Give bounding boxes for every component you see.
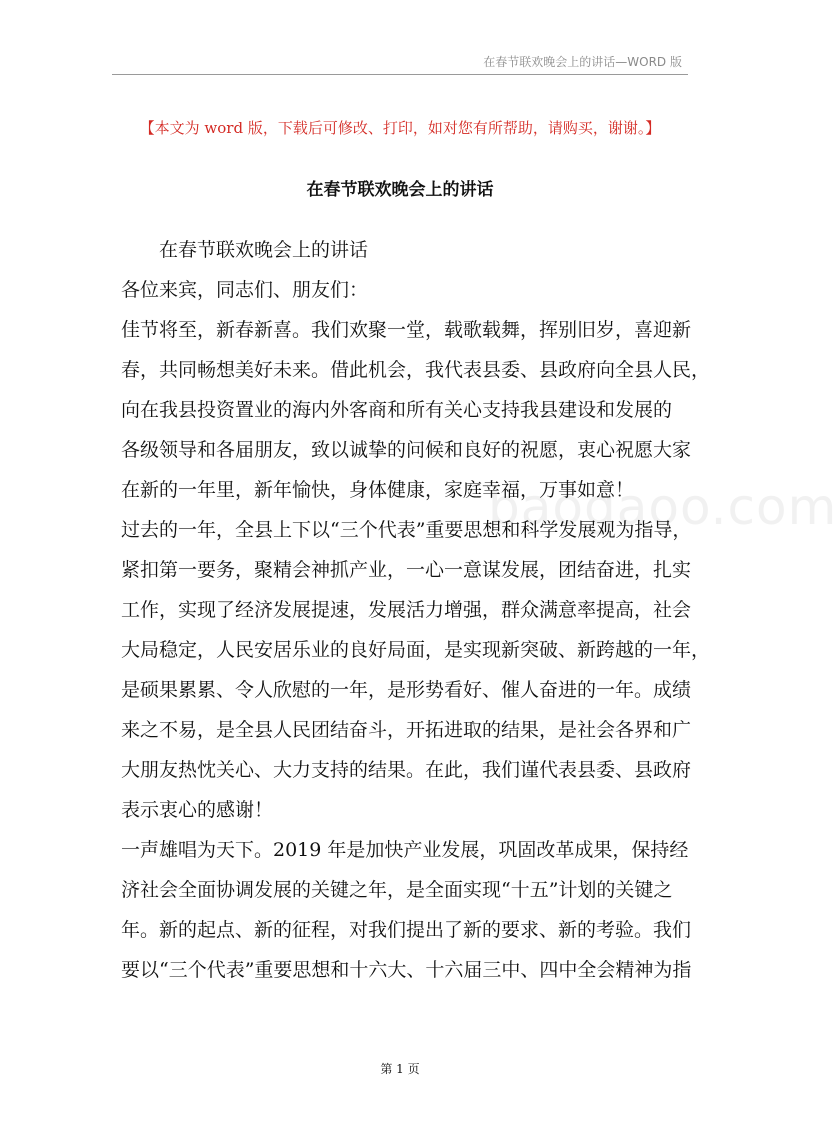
paragraph-line: 春，共同畅想美好未来。借此机会，我代表县委、县政府向全县人民， (121, 359, 711, 381)
paragraph-line: 大局稳定，人民安居乐业的良好局面，是实现新突破、新跨越的一年， (121, 639, 711, 661)
purchase-notice: 【本文为 word 版，下载后可修改、打印，如对您有所帮助，请购买，谢谢。】 (139, 119, 661, 137)
paragraph-3 (121, 830, 692, 990)
page-number: 第 1 页 (380, 1062, 420, 1076)
running-header-title: 在春节联欢晚会上的讲话—WORD 版 (483, 55, 682, 69)
header-divider (112, 74, 688, 75)
paragraph-2 (121, 510, 711, 830)
paragraph-line: 是硕果累累、令人欣慰的一年，是形势看好、催人奋进的一年。成绩 (121, 679, 692, 701)
paragraph-line: 向在我县投资置业的海内外客商和所有关心支持我县建设和发展的 (121, 399, 673, 421)
paragraph-line: 工作，实现了经济发展提速，发展活力增强，群众满意率提高，社会 (121, 599, 692, 621)
paragraph-line: 济社会全面协调发展的关键之年，是全面实现“十五”计划的关键之 (121, 879, 673, 901)
watermark-text: baogaoo.com (488, 478, 837, 536)
paragraph-line: 表示衷心的感谢！ (121, 799, 274, 821)
paragraph-line: 要以“三个代表”重要思想和十六大、十六届三中、四中全会精神为指 (121, 959, 692, 981)
speech-subtitle: 在春节联欢晚会上的讲话 (159, 239, 369, 261)
paragraph-1 (121, 310, 711, 510)
document-body (121, 230, 711, 990)
paragraph-line: 大朋友热忱关心、大力支持的结果。在此，我们谨代表县委、县政府 (121, 759, 692, 781)
paragraph-line: 来之不易，是全县人民团结奋斗，开拓进取的结果，是社会各界和广 (121, 719, 692, 741)
paragraph-line: 各级领导和各届朋友，致以诚挚的问候和良好的祝愿，衷心祝愿大家 (121, 439, 692, 461)
greeting-line: 各位来宾，同志们、朋友们： (121, 279, 369, 301)
document-title: 在春节联欢晚会上的讲话 (306, 180, 494, 200)
paragraph-line: 佳节将至，新春新喜。我们欢聚一堂，载歌载舞，挥别旧岁，喜迎新 (121, 319, 692, 341)
paragraph-line: 一声雄唱为天下。2019 年是加快产业发展，巩固改革成果，保持经 (121, 839, 689, 861)
paragraph-line: 在新的一年里，新年愉快，身体健康，家庭幸福，万事如意！ (121, 479, 635, 501)
paragraph-line: 紧扣第一要务，聚精会神抓产业，一心一意谋发展，团结奋进，扎实 (121, 559, 692, 581)
paragraph-line: 年。新的起点、新的征程，对我们提出了新的要求、新的考验。我们 (121, 919, 692, 941)
paragraph-line: 过去的一年，全县上下以“三个代表”重要思想和科学发展观为指导， (121, 519, 692, 541)
